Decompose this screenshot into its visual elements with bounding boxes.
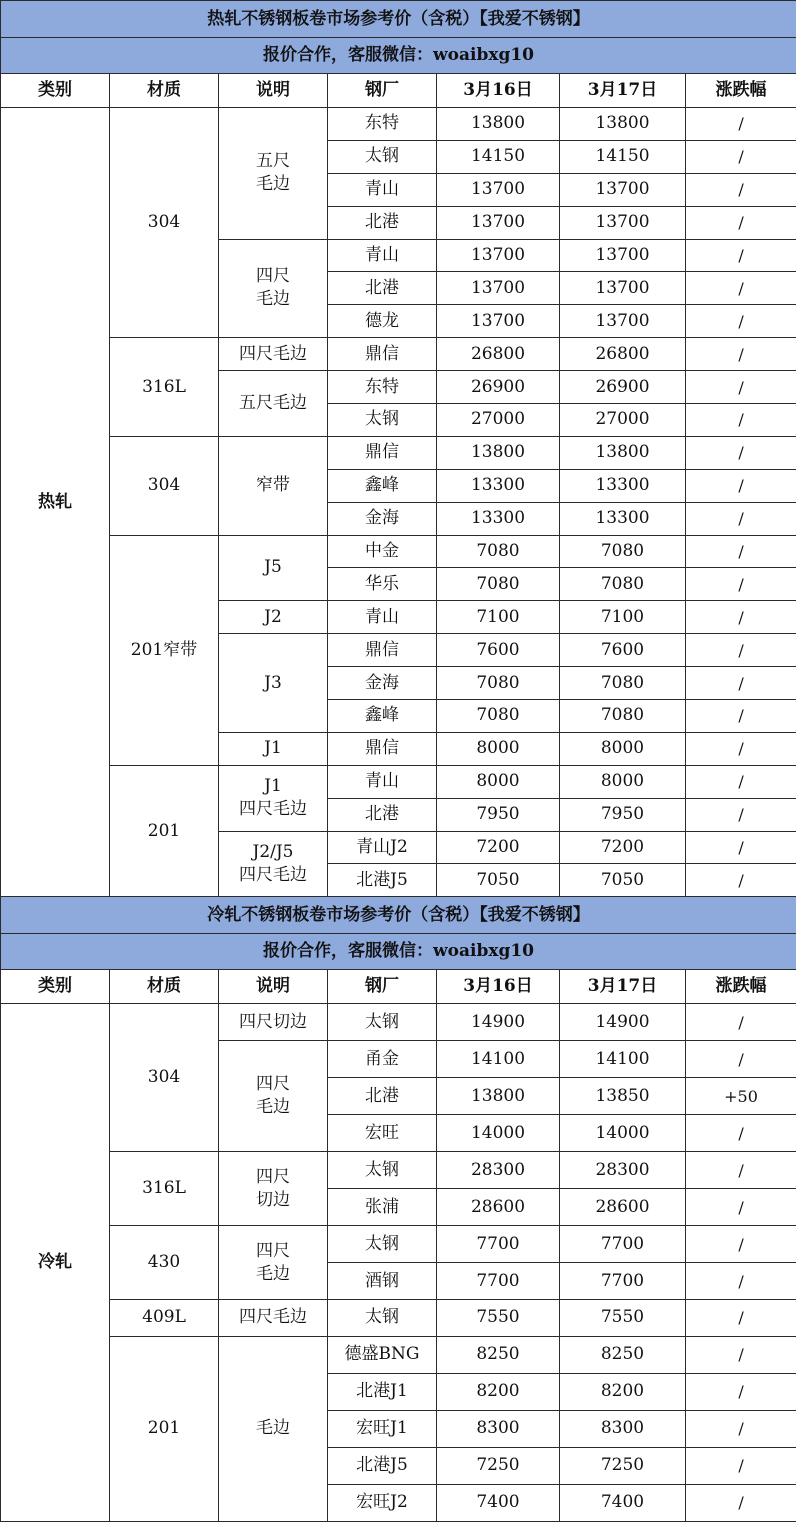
note-cell: 四尺 毛边 bbox=[219, 1226, 328, 1300]
price-mar17-cell: 8300 bbox=[560, 1410, 686, 1447]
price-mar16-cell: 8000 bbox=[437, 765, 560, 798]
column-header-date-17: 3月17日 bbox=[560, 74, 686, 108]
price-mar17-cell: 7100 bbox=[560, 601, 686, 634]
price-mar17-cell: 13300 bbox=[560, 502, 686, 535]
material-cell: 316L bbox=[110, 338, 219, 437]
change-cell: / bbox=[686, 1484, 796, 1521]
price-mar16-cell: 7100 bbox=[437, 601, 560, 634]
note-cell: 四尺切边 bbox=[219, 1004, 328, 1041]
change-cell: / bbox=[686, 272, 796, 305]
price-mar17-cell: 28600 bbox=[560, 1189, 686, 1226]
mill-cell: 德盛BNG bbox=[328, 1336, 437, 1373]
mill-cell: 张浦 bbox=[328, 1189, 437, 1226]
cold-table-title: 冷轧不锈钢板卷市场参考价（含税）【我爱不锈钢】 bbox=[1, 897, 796, 934]
price-mar16-cell: 14900 bbox=[437, 1004, 560, 1041]
mill-cell: 中金 bbox=[328, 535, 437, 568]
price-mar16-cell: 7200 bbox=[437, 831, 560, 864]
change-cell: / bbox=[686, 732, 796, 765]
note-cell: 毛边 bbox=[219, 1336, 328, 1521]
table-row bbox=[1, 765, 796, 798]
price-mar16-cell: 7080 bbox=[437, 535, 560, 568]
price-mar17-cell: 7950 bbox=[560, 798, 686, 831]
table-row bbox=[1, 1004, 796, 1041]
change-cell: / bbox=[686, 700, 796, 733]
material-cell: 304 bbox=[110, 436, 219, 535]
change-cell: / bbox=[686, 404, 796, 437]
column-header-change: 涨跌幅 bbox=[686, 970, 796, 1004]
column-header-mill: 钢厂 bbox=[328, 74, 437, 108]
material-cell: 201窄带 bbox=[110, 535, 219, 765]
change-cell: / bbox=[686, 1189, 796, 1226]
price-mar17-cell: 28300 bbox=[560, 1152, 686, 1189]
change-cell: / bbox=[686, 1115, 796, 1152]
change-cell: / bbox=[686, 1373, 796, 1410]
price-mar16-cell: 14150 bbox=[437, 140, 560, 173]
change-cell: / bbox=[686, 831, 796, 864]
price-mar17-cell: 7700 bbox=[560, 1263, 686, 1300]
change-cell: / bbox=[686, 568, 796, 601]
column-header-material: 材质 bbox=[110, 74, 219, 108]
note-cell: J3 bbox=[219, 634, 328, 733]
price-mar16-cell: 8200 bbox=[437, 1373, 560, 1410]
mill-cell: 宏旺J1 bbox=[328, 1410, 437, 1447]
note-cell: 四尺 切边 bbox=[219, 1152, 328, 1226]
column-header-category: 类别 bbox=[1, 74, 110, 108]
price-mar17-cell: 7700 bbox=[560, 1226, 686, 1263]
price-mar16-cell: 13800 bbox=[437, 436, 560, 469]
material-cell: 201 bbox=[110, 1336, 219, 1521]
table-row bbox=[1, 108, 796, 141]
mill-cell: 青山 bbox=[328, 765, 437, 798]
price-mar17-cell: 7080 bbox=[560, 535, 686, 568]
price-mar16-cell: 7080 bbox=[437, 667, 560, 700]
price-mar17-cell: 13800 bbox=[560, 436, 686, 469]
mill-cell: 太钢 bbox=[328, 1300, 437, 1337]
column-header-category: 类别 bbox=[1, 970, 110, 1004]
price-mar17-cell: 14000 bbox=[560, 1115, 686, 1152]
price-mar16-cell: 13800 bbox=[437, 1078, 560, 1115]
mill-cell: 宏旺 bbox=[328, 1115, 437, 1152]
change-cell: / bbox=[686, 173, 796, 206]
mill-cell: 北港 bbox=[328, 798, 437, 831]
change-cell: / bbox=[686, 1004, 796, 1041]
price-mar17-cell: 13700 bbox=[560, 239, 686, 272]
price-mar16-cell: 13700 bbox=[437, 173, 560, 206]
price-mar16-cell: 7700 bbox=[437, 1226, 560, 1263]
price-mar17-cell: 13700 bbox=[560, 272, 686, 305]
mill-cell: 太钢 bbox=[328, 1004, 437, 1041]
price-mar17-cell: 8200 bbox=[560, 1373, 686, 1410]
note-cell: J2 bbox=[219, 601, 328, 634]
price-mar17-cell: 8000 bbox=[560, 765, 686, 798]
price-mar16-cell: 26900 bbox=[437, 371, 560, 404]
column-header-date-16: 3月16日 bbox=[437, 74, 560, 108]
hot-header-row bbox=[1, 74, 796, 108]
price-mar17-cell: 27000 bbox=[560, 404, 686, 437]
change-cell: / bbox=[686, 1410, 796, 1447]
change-cell: / bbox=[686, 667, 796, 700]
cold-title-row bbox=[1, 897, 796, 934]
cold-contact-row bbox=[1, 934, 796, 970]
change-cell: / bbox=[686, 1152, 796, 1189]
price-mar16-cell: 14100 bbox=[437, 1041, 560, 1078]
mill-cell: 北港 bbox=[328, 1078, 437, 1115]
change-cell: / bbox=[686, 469, 796, 502]
note-cell: 四尺 毛边 bbox=[219, 239, 328, 338]
mill-cell: 宏旺J2 bbox=[328, 1484, 437, 1521]
mill-cell: 鼎信 bbox=[328, 634, 437, 667]
table-row bbox=[1, 436, 796, 469]
price-mar17-cell: 7080 bbox=[560, 700, 686, 733]
price-mar16-cell: 26800 bbox=[437, 338, 560, 371]
material-cell: 304 bbox=[110, 1004, 219, 1152]
price-mar17-cell: 14900 bbox=[560, 1004, 686, 1041]
column-header-change: 涨跌幅 bbox=[686, 74, 796, 108]
note-cell: J1 四尺毛边 bbox=[219, 765, 328, 831]
price-mar17-cell: 7400 bbox=[560, 1484, 686, 1521]
table-row bbox=[1, 1226, 796, 1263]
price-mar16-cell: 13700 bbox=[437, 305, 560, 338]
material-cell: 304 bbox=[110, 108, 219, 338]
change-cell: / bbox=[686, 601, 796, 634]
mill-cell: 东特 bbox=[328, 371, 437, 404]
change-cell: / bbox=[686, 535, 796, 568]
price-mar17-cell: 7080 bbox=[560, 568, 686, 601]
mill-cell: 北港 bbox=[328, 206, 437, 239]
mill-cell: 北港J5 bbox=[328, 864, 437, 897]
note-cell: 五尺毛边 bbox=[219, 371, 328, 437]
table-row bbox=[1, 338, 796, 371]
change-cell: / bbox=[686, 634, 796, 667]
mill-cell: 东特 bbox=[328, 108, 437, 141]
price-mar16-cell: 7400 bbox=[437, 1484, 560, 1521]
price-mar17-cell: 13300 bbox=[560, 469, 686, 502]
mill-cell: 青山J2 bbox=[328, 831, 437, 864]
change-cell: / bbox=[686, 436, 796, 469]
price-mar16-cell: 28600 bbox=[437, 1189, 560, 1226]
price-mar16-cell: 7950 bbox=[437, 798, 560, 831]
table-row bbox=[1, 1300, 796, 1337]
price-mar17-cell: 26900 bbox=[560, 371, 686, 404]
price-mar17-cell: 13850 bbox=[560, 1078, 686, 1115]
cold-category-cell: 冷轧 bbox=[1, 1004, 110, 1521]
price-mar17-cell: 7080 bbox=[560, 667, 686, 700]
price-mar16-cell: 7080 bbox=[437, 568, 560, 601]
hot-contact-line: 报价合作，客服微信：woaibxg10 bbox=[1, 38, 796, 74]
price-mar16-cell: 14000 bbox=[437, 1115, 560, 1152]
change-cell: / bbox=[686, 798, 796, 831]
price-mar16-cell: 8250 bbox=[437, 1336, 560, 1373]
column-header-note: 说明 bbox=[219, 970, 328, 1004]
hot-title-row bbox=[1, 1, 796, 38]
change-cell: / bbox=[686, 140, 796, 173]
material-cell: 201 bbox=[110, 765, 219, 897]
note-cell: 四尺 毛边 bbox=[219, 1041, 328, 1152]
price-mar17-cell: 7250 bbox=[560, 1447, 686, 1484]
mill-cell: 德龙 bbox=[328, 305, 437, 338]
material-cell: 409L bbox=[110, 1300, 219, 1337]
price-mar17-cell: 14150 bbox=[560, 140, 686, 173]
price-mar17-cell: 7200 bbox=[560, 831, 686, 864]
note-cell: 四尺毛边 bbox=[219, 1300, 328, 1337]
price-mar16-cell: 7250 bbox=[437, 1447, 560, 1484]
column-header-mill: 钢厂 bbox=[328, 970, 437, 1004]
price-mar16-cell: 27000 bbox=[437, 404, 560, 437]
price-mar17-cell: 14100 bbox=[560, 1041, 686, 1078]
mill-cell: 鑫峰 bbox=[328, 469, 437, 502]
material-cell: 430 bbox=[110, 1226, 219, 1300]
note-cell: J1 bbox=[219, 732, 328, 765]
change-cell: / bbox=[686, 1447, 796, 1484]
price-mar16-cell: 8300 bbox=[437, 1410, 560, 1447]
cold-header-row bbox=[1, 970, 796, 1004]
price-mar16-cell: 13300 bbox=[437, 469, 560, 502]
mill-cell: 太钢 bbox=[328, 1226, 437, 1263]
price-mar16-cell: 7050 bbox=[437, 864, 560, 897]
mill-cell: 太钢 bbox=[328, 1152, 437, 1189]
note-cell: J2/J5 四尺毛边 bbox=[219, 831, 328, 897]
price-mar17-cell: 26800 bbox=[560, 338, 686, 371]
hot-category-cell: 热轧 bbox=[1, 108, 110, 897]
note-cell: 五尺 毛边 bbox=[219, 108, 328, 240]
cold-contact-line: 报价合作，客服微信：woaibxg10 bbox=[1, 934, 796, 970]
table-row bbox=[1, 1336, 796, 1373]
mill-cell: 华乐 bbox=[328, 568, 437, 601]
mill-cell: 甬金 bbox=[328, 1041, 437, 1078]
price-mar16-cell: 8000 bbox=[437, 732, 560, 765]
price-mar17-cell: 13800 bbox=[560, 108, 686, 141]
price-mar17-cell: 8000 bbox=[560, 732, 686, 765]
mill-cell: 鼎信 bbox=[328, 732, 437, 765]
price-mar16-cell: 13700 bbox=[437, 239, 560, 272]
change-cell: / bbox=[686, 1041, 796, 1078]
change-cell: +50 bbox=[686, 1078, 796, 1115]
price-mar17-cell: 7600 bbox=[560, 634, 686, 667]
mill-cell: 酒钢 bbox=[328, 1263, 437, 1300]
change-cell: / bbox=[686, 864, 796, 897]
price-mar17-cell: 13700 bbox=[560, 206, 686, 239]
hot-table-title: 热轧不锈钢板卷市场参考价（含税）【我爱不锈钢】 bbox=[1, 1, 796, 38]
change-cell: / bbox=[686, 108, 796, 141]
mill-cell: 金海 bbox=[328, 667, 437, 700]
note-cell: J5 bbox=[219, 535, 328, 601]
change-cell: / bbox=[686, 371, 796, 404]
mill-cell: 青山 bbox=[328, 173, 437, 206]
column-header-note: 说明 bbox=[219, 74, 328, 108]
price-mar17-cell: 7550 bbox=[560, 1300, 686, 1337]
price-mar16-cell: 7700 bbox=[437, 1263, 560, 1300]
price-mar16-cell: 13800 bbox=[437, 108, 560, 141]
price-mar16-cell: 13300 bbox=[437, 502, 560, 535]
mill-cell: 鼎信 bbox=[328, 338, 437, 371]
price-mar16-cell: 7550 bbox=[437, 1300, 560, 1337]
change-cell: / bbox=[686, 1336, 796, 1373]
mill-cell: 太钢 bbox=[328, 140, 437, 173]
mill-cell: 北港J5 bbox=[328, 1447, 437, 1484]
change-cell: / bbox=[686, 305, 796, 338]
column-header-material: 材质 bbox=[110, 970, 219, 1004]
mill-cell: 鑫峰 bbox=[328, 700, 437, 733]
change-cell: / bbox=[686, 1300, 796, 1337]
price-mar16-cell: 7600 bbox=[437, 634, 560, 667]
change-cell: / bbox=[686, 1226, 796, 1263]
mill-cell: 北港 bbox=[328, 272, 437, 305]
column-header-date-16: 3月16日 bbox=[437, 970, 560, 1004]
change-cell: / bbox=[686, 338, 796, 371]
mill-cell: 金海 bbox=[328, 502, 437, 535]
material-cell: 316L bbox=[110, 1152, 219, 1226]
mill-cell: 青山 bbox=[328, 601, 437, 634]
column-header-date-17: 3月17日 bbox=[560, 970, 686, 1004]
price-mar17-cell: 8250 bbox=[560, 1336, 686, 1373]
price-mar16-cell: 13700 bbox=[437, 206, 560, 239]
hot-contact-row bbox=[1, 38, 796, 74]
mill-cell: 太钢 bbox=[328, 404, 437, 437]
table-row bbox=[1, 535, 796, 568]
note-cell: 四尺毛边 bbox=[219, 338, 328, 371]
note-cell: 窄带 bbox=[219, 436, 328, 535]
mill-cell: 北港J1 bbox=[328, 1373, 437, 1410]
change-cell: / bbox=[686, 502, 796, 535]
table-row bbox=[1, 1152, 796, 1189]
change-cell: / bbox=[686, 239, 796, 272]
price-mar16-cell: 7080 bbox=[437, 700, 560, 733]
price-mar17-cell: 7050 bbox=[560, 864, 686, 897]
price-mar17-cell: 13700 bbox=[560, 305, 686, 338]
price-mar17-cell: 13700 bbox=[560, 173, 686, 206]
change-cell: / bbox=[686, 765, 796, 798]
change-cell: / bbox=[686, 206, 796, 239]
mill-cell: 鼎信 bbox=[328, 436, 437, 469]
price-mar16-cell: 28300 bbox=[437, 1152, 560, 1189]
mill-cell: 青山 bbox=[328, 239, 437, 272]
change-cell: / bbox=[686, 1263, 796, 1300]
price-mar16-cell: 13700 bbox=[437, 272, 560, 305]
